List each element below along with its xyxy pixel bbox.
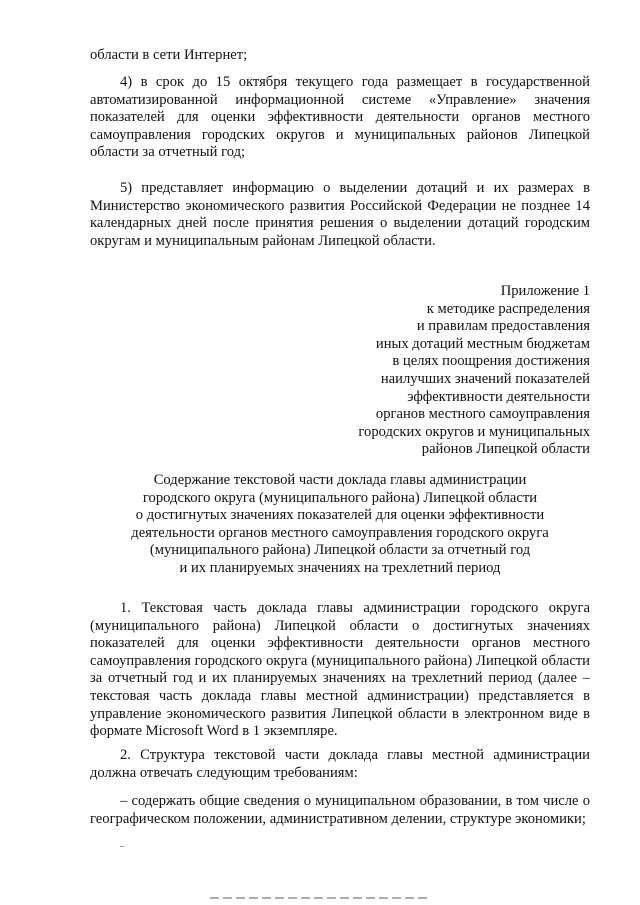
heading-line: (муниципального района) Липецкой области за отчетный год [149,542,531,559]
appendix-line: городских округов и муниципальных [358,423,590,440]
heading-line: о достигнутых значениях показателей для оценки эффективности [135,507,545,524]
section-heading [90,472,590,578]
appendix-header [290,283,590,459]
appendix-line: районов Липецкой области [421,441,590,458]
heading-line: деятельности органов местного самоуправления городского округа [131,524,549,541]
paragraph-item-4: 4) в срок до 15 октября текущего года размещает в государственной автоматизированной информационной системе «Управление» значения показателей для оценки эффективности деятельности органов местного самоуправления городских округов и муниципальных районов Липецкой области за отчетный год; [90,74,590,161]
heading-line: и их планируемых значениях на трехлетний период [179,559,501,576]
paragraph-bullet-1: – содержать общие сведения о муниципальном образовании, в том числе о географическом положении, административном делении, структуре экономики; [90,793,590,827]
appendix-line: иных дотаций местным бюджетам [375,335,590,352]
appendix-line: и правилам предоставления [416,318,590,335]
paragraph-internet: области в сети Интернет; [90,47,248,63]
footer-scan-mark [210,897,430,899]
heading-line: городского округа (муниципального района) Липецкой области [142,489,538,506]
appendix-line: в целях поощрения достижения [392,353,590,370]
paragraph-section-2: 2. Структура текстовой части доклада главы местной администрации должна отвечать следующим требованиям: [90,747,590,781]
appendix-line: наилучших значений показателей [380,370,590,387]
paragraph-section-1: 1. Текстовая часть доклада главы администрации городского округа (муниципального района) Липецкой области о достигнутых значениях показателей для оценки эффективности деятельности органов местного самоуправления городского округа (муниципального района) Липецкой области за отчетный год и их планируемых значениях на трехлетний период (далее – текстовая часть доклада главы местной администрации) представляется в управление экономического развития Липецкой области в электронном виде в формате Microsoft Word в 1 экземпляре. [90,600,590,740]
appendix-line: эффективности деятельности [407,388,590,405]
appendix-line: к методике распределения [426,300,590,317]
heading-line: Содержание текстовой части доклада главы администрации [153,472,527,488]
scan-mark [120,846,124,847]
appendix-line: Приложение 1 [500,283,590,299]
appendix-line: органов местного самоуправления [375,406,590,423]
paragraph-item-5: 5) представляет информацию о выделении дотаций и их размерах в Министерство экономического развития Российской Федерации не позднее 14 календарных дней после принятия решения о выделении дотаций городским округам и муниципальным районам Липецкой области. [90,180,590,249]
